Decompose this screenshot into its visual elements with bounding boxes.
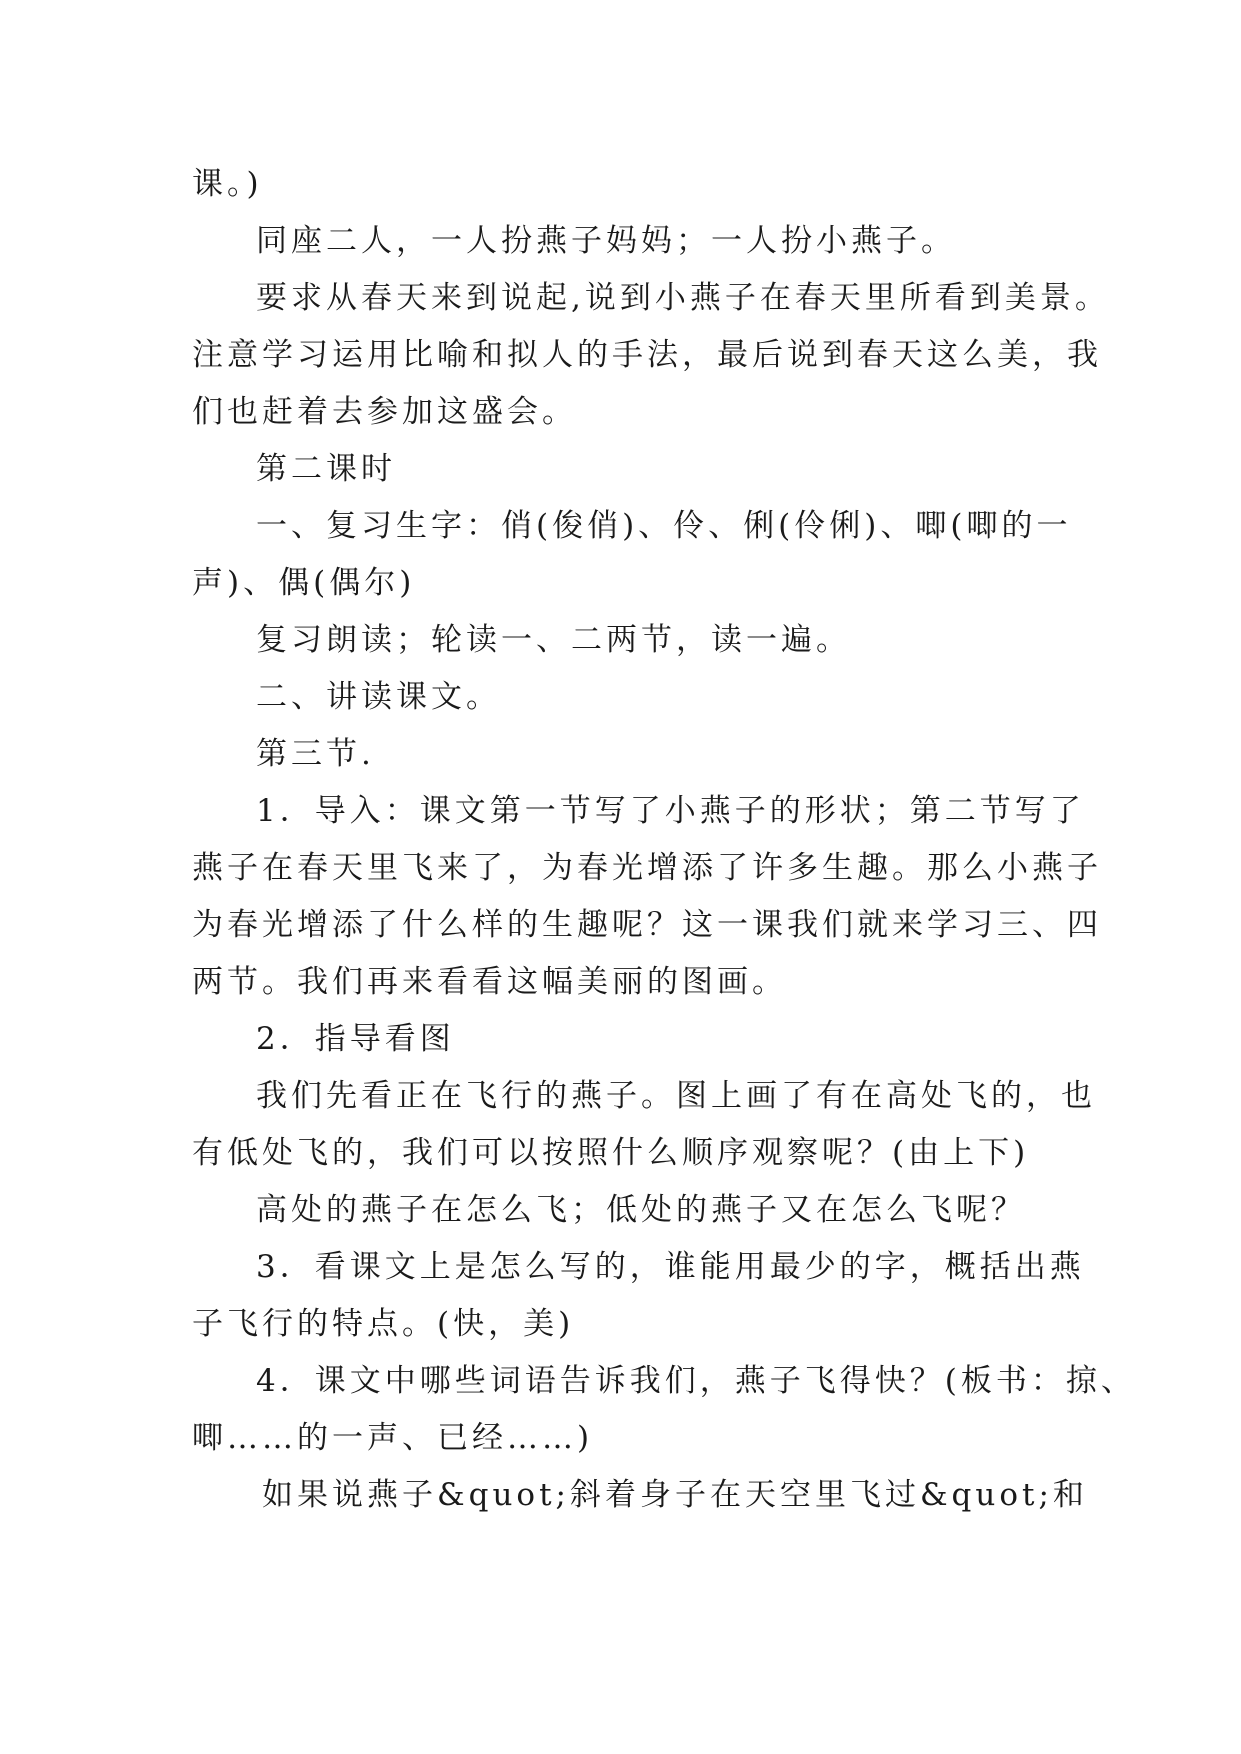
paragraph-line: 我们先看正在飞行的燕子。图上画了有在高处飞的，也: [256, 1078, 1096, 1114]
paragraph-line: 唧……的一声、已经……): [192, 1420, 594, 1456]
paragraph-line: 两节。我们再来看看这幅美丽的图画。: [192, 964, 787, 1000]
paragraph-line: 2．指导看图: [256, 1021, 455, 1057]
paragraph-line: 为春光增添了什么样的生趣呢？这一课我们就来学习三、四: [192, 907, 1102, 943]
paragraph-line: 一、复习生字：俏(俊俏)、伶、俐(伶俐)、唧(唧的一: [256, 508, 1072, 544]
paragraph-line: 同座二人，一人扮燕子妈妈；一人扮小燕子。: [256, 223, 956, 259]
paragraph-line: 1．导入：课文第一节写了小燕子的形状；第二节写了: [256, 793, 1085, 829]
paragraph-line: 燕子在春天里飞来了，为春光增添了许多生趣。那么小燕子: [192, 850, 1102, 886]
paragraph-line: 注意学习运用比喻和拟人的手法，最后说到春天这么美，我: [192, 337, 1102, 373]
section-heading: 第二课时: [256, 451, 396, 487]
paragraph-line: 声)、偶(偶尔): [192, 565, 416, 601]
paragraph-line: 高处的燕子在怎么飞；低处的燕子又在怎么飞呢？: [256, 1192, 1026, 1228]
paragraph-line: 课。): [192, 166, 263, 202]
paragraph-line: 子飞行的特点。(快，美): [192, 1306, 575, 1342]
paragraph-line: 有低处飞的，我们可以按照什么顺序观察呢？(由上下): [192, 1135, 1030, 1171]
section-heading: 第三节.: [256, 736, 375, 772]
paragraph-line: 们也赶着去参加这盛会。: [192, 394, 577, 430]
paragraph-line: 如果说燕子&quot;斜着身子在天空里飞过&quot;和: [262, 1477, 1088, 1513]
paragraph-line: 3．看课文上是怎么写的，谁能用最少的字，概括出燕: [256, 1249, 1085, 1285]
paragraph-line: 要求从春天来到说起,说到小燕子在春天里所看到美景。: [256, 280, 1110, 316]
paragraph-line: 复习朗读；轮读一、二两节，读一遍。: [256, 622, 851, 658]
paragraph-line: 二、讲读课文。: [256, 679, 501, 715]
paragraph-line: 4．课文中哪些词语告诉我们，燕子飞得快？(板书：掠、: [256, 1363, 1136, 1399]
